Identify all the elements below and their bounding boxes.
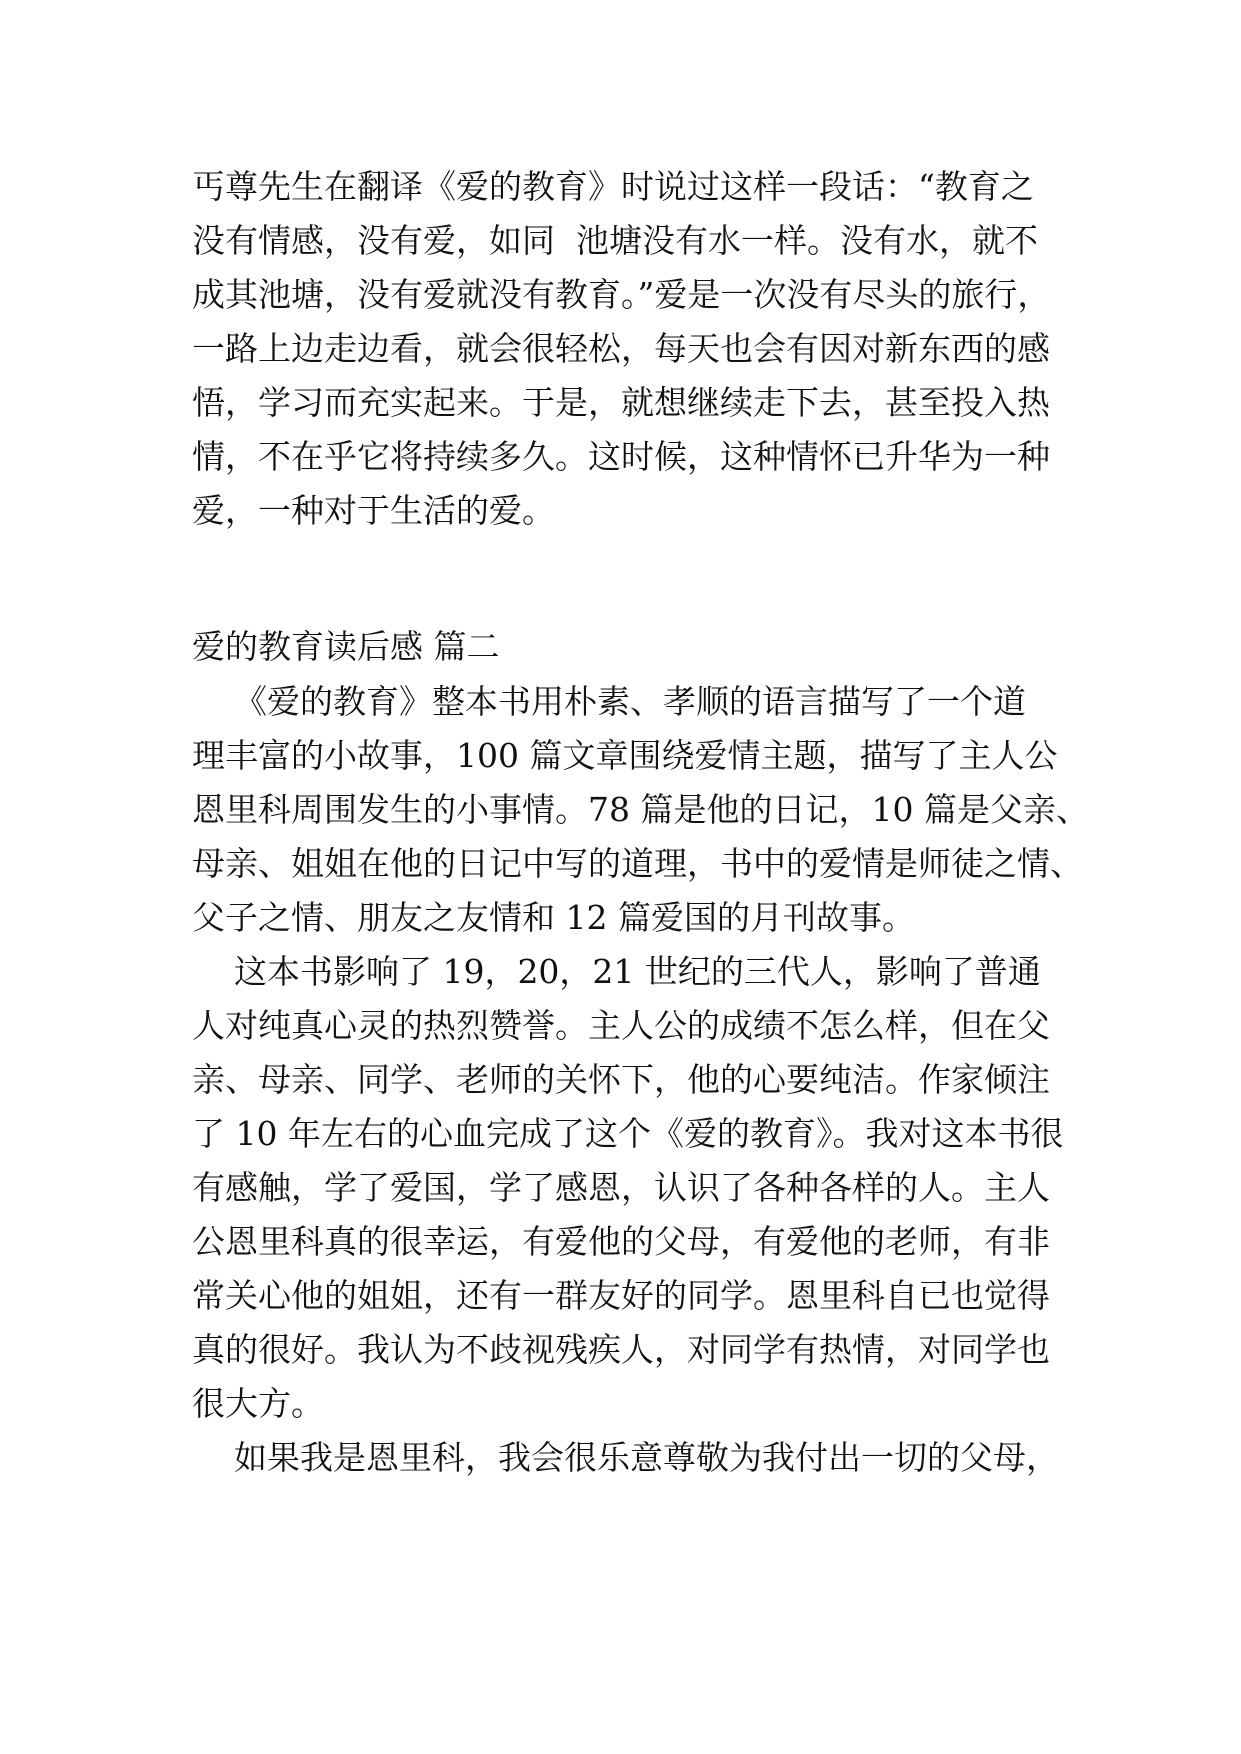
body-text-line: 这本书影响了 19，20，21 世纪的三代人，影响了普通 (192, 952, 1041, 991)
body-text-line: 公恩里科真的很幸运，有爱他的父母，有爱他的老师，有非 (192, 1222, 1050, 1261)
body-text-line: 理丰富的小故事，100 篇文章围绕爱情主题，描写了主人公 (192, 736, 1058, 775)
body-text-line: 《爱的教育》整本书用朴素、孝顺的语言描写了一个道 (192, 682, 1026, 721)
body-text-line: 有感触，学了爱国，学了感恩，认识了各种各样的人。主人 (192, 1168, 1050, 1207)
body-text-line: 如果我是恩里科，我会很乐意尊敬为我付出一切的父母， (192, 1438, 1059, 1477)
body-text-line: 很大方。 (192, 1384, 324, 1423)
body-text-line: 情，不在乎它将持续多久。这时候，这种情怀已升华为一种 (192, 437, 1050, 476)
body-text-line: 一路上边走边看，就会很轻松，每天也会有因对新东西的感 (192, 329, 1050, 368)
body-text-line: 母亲、姐姐在他的日记中写的道理，书中的爱情是师徒之情、 (192, 844, 1083, 883)
body-text-line: 人对纯真心灵的热烈赞誉。主人公的成绩不怎么样，但在父 (192, 1006, 1050, 1045)
body-text-line: 了 10 年左右的心血完成了这个《爱的教育》。我对这本书很 (192, 1114, 1064, 1153)
body-text-line: 父子之情、朋友之友情和 12 篇爱国的月刊故事。 (192, 898, 915, 937)
body-text-line: 恩里科周围发生的小事情。78 篇是他的日记，10 篇是父亲、 (192, 790, 1089, 829)
body-text-line: 悟，学习而充实起来。于是，就想继续走下去，甚至投入热 (192, 383, 1050, 422)
body-text-line: 真的很好。我认为不歧视残疾人，对同学有热情，对同学也 (192, 1330, 1050, 1369)
body-text-line: 成其池塘，没有爱就没有教育。”爱是一次没有尽头的旅行， (192, 275, 1051, 314)
section-heading: 爱的教育读后感 篇二 (192, 627, 500, 666)
body-text-line: 常关心他的姐姐，还有一群友好的同学。恩里科自已也觉得 (192, 1276, 1050, 1315)
body-text-line: 丐尊先生在翻译《爱的教育》时说过这样一段话：“教育之 (192, 167, 1034, 206)
body-text-line: 爱，一种对于生活的爱。 (192, 491, 555, 530)
body-text-line: 没有情感，没有爱，如同 池塘没有水一样。没有水，就不 (192, 221, 1038, 260)
body-text-line: 亲、母亲、同学、老师的关怀下，他的心要纯洁。作家倾注 (192, 1060, 1050, 1099)
